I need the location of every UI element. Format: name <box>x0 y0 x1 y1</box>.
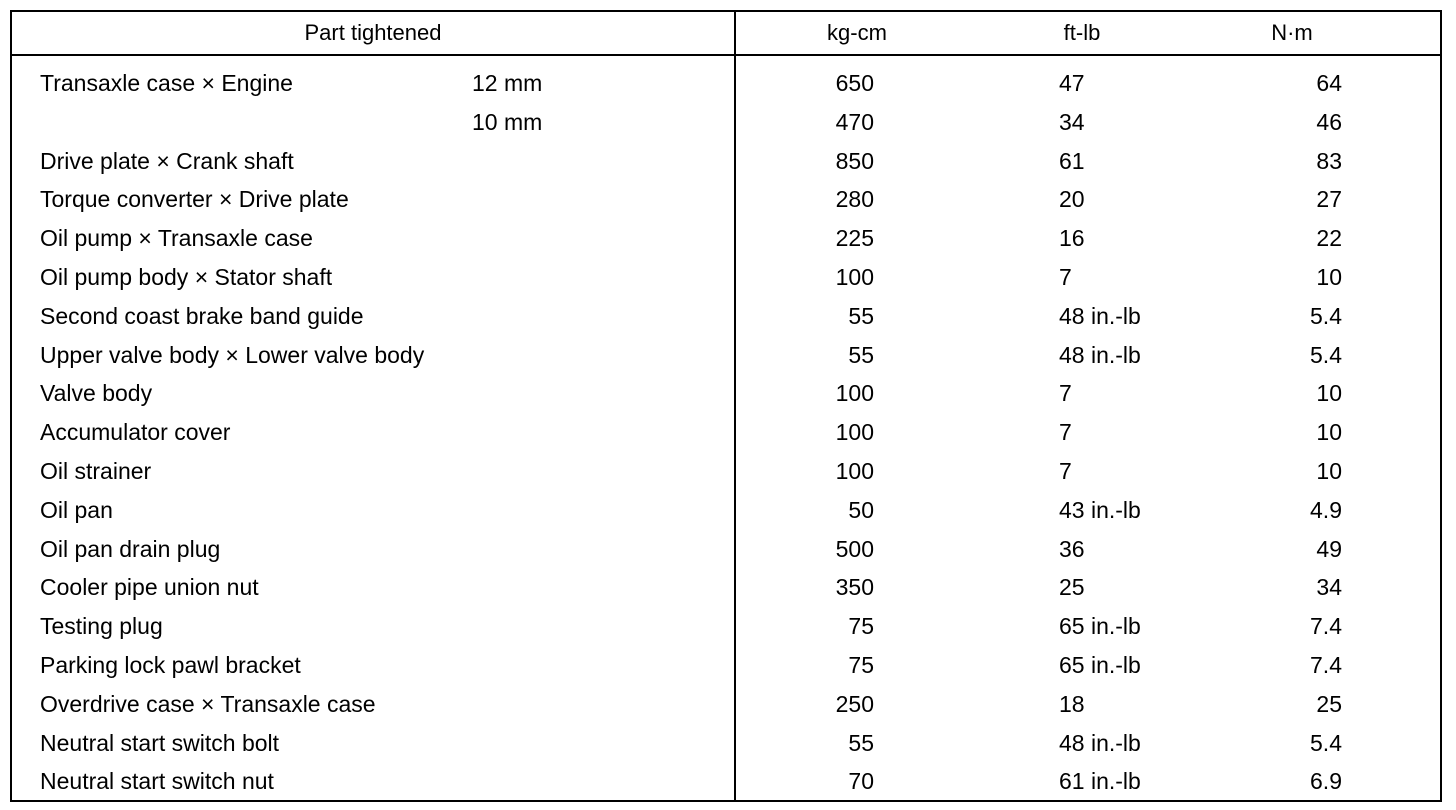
kg-cm-value: 500 <box>835 535 874 562</box>
table-row <box>12 413 1440 452</box>
table-row <box>12 142 1440 181</box>
n-m-value: 46 <box>1316 108 1342 135</box>
n-m-value: 7.4 <box>1310 651 1342 678</box>
header-ft-lb: ft-lb <box>1063 20 1101 45</box>
part-name: Transaxle case × Engine <box>40 70 293 96</box>
header-n-m: N·m <box>1271 20 1313 45</box>
kg-cm-value: 75 <box>848 651 874 678</box>
n-m-value: 25 <box>1316 690 1342 717</box>
part-name: Cooler pipe union nut <box>40 574 259 601</box>
n-m-value: 64 <box>1316 70 1342 96</box>
n-m-value: 6.9 <box>1310 768 1342 795</box>
ft-lb-value: 18 <box>1059 690 1085 717</box>
table-row <box>12 219 1440 258</box>
part-name: Torque converter × Drive plate <box>40 186 349 213</box>
n-m-value: 83 <box>1316 147 1342 174</box>
table-row <box>12 491 1440 530</box>
n-m-value: 27 <box>1316 186 1342 213</box>
part-name: Testing plug <box>40 613 163 640</box>
n-m-value: 49 <box>1316 535 1342 562</box>
bolt-size: 12 mm <box>472 70 543 96</box>
part-name: Drive plate × Crank shaft <box>40 147 294 174</box>
header-kg-cm: kg-cm <box>827 20 887 45</box>
n-m-value: 10 <box>1316 419 1342 446</box>
kg-cm-value: 100 <box>835 457 874 484</box>
kg-cm-value: 850 <box>835 147 874 174</box>
n-m-value: 10 <box>1316 457 1342 484</box>
kg-cm-value: 70 <box>848 768 874 795</box>
ft-lb-value: 61 in.-lb <box>1059 768 1141 795</box>
ft-lb-value: 65 in.-lb <box>1059 651 1141 678</box>
ft-lb-value: 61 <box>1059 147 1085 174</box>
kg-cm-value: 55 <box>848 302 874 329</box>
part-name: Oil pan drain plug <box>40 535 221 562</box>
part-name: Upper valve body × Lower valve body <box>40 341 425 368</box>
kg-cm-value: 50 <box>848 496 874 523</box>
part-name: Overdrive case × Transaxle case <box>40 690 376 717</box>
table-row <box>12 685 1440 724</box>
kg-cm-value: 225 <box>835 225 874 252</box>
part-name: Neutral start switch bolt <box>40 729 280 756</box>
ft-lb-value: 48 in.-lb <box>1059 341 1141 368</box>
kg-cm-value: 100 <box>835 263 874 290</box>
ft-lb-value: 43 in.-lb <box>1059 496 1141 523</box>
part-name: Accumulator cover <box>40 419 231 446</box>
kg-cm-value: 470 <box>835 108 874 135</box>
table-row <box>12 607 1440 646</box>
part-name: Neutral start switch nut <box>40 768 274 795</box>
ft-lb-value: 48 in.-lb <box>1059 729 1141 756</box>
ft-lb-value: 65 in.-lb <box>1059 613 1141 640</box>
table-row <box>12 336 1440 375</box>
table-row <box>12 297 1440 336</box>
kg-cm-value: 650 <box>835 70 874 96</box>
kg-cm-value: 55 <box>848 341 874 368</box>
header-part-tightened: Part tightened <box>304 20 442 45</box>
part-name: Parking lock pawl bracket <box>40 651 301 678</box>
table-body <box>12 64 1440 801</box>
kg-cm-value: 100 <box>835 419 874 446</box>
ft-lb-value: 47 <box>1059 70 1085 96</box>
ft-lb-value: 20 <box>1059 186 1085 213</box>
kg-cm-value: 350 <box>835 574 874 601</box>
table-row <box>12 452 1440 491</box>
n-m-value: 5.4 <box>1310 341 1342 368</box>
kg-cm-value: 250 <box>835 690 874 717</box>
part-name: Second coast brake band guide <box>40 302 364 329</box>
table-row <box>12 374 1440 413</box>
n-m-value: 5.4 <box>1310 729 1342 756</box>
ft-lb-value: 25 <box>1059 574 1085 601</box>
ft-lb-value: 34 <box>1059 108 1085 135</box>
table-row <box>12 568 1440 607</box>
table-row <box>12 180 1440 219</box>
ft-lb-value: 7 <box>1059 457 1072 484</box>
table-row <box>12 530 1440 569</box>
part-name: Oil pump × Transaxle case <box>40 225 313 252</box>
part-name: Valve body <box>40 380 153 407</box>
ft-lb-value: 7 <box>1059 419 1072 446</box>
kg-cm-value: 280 <box>835 186 874 213</box>
ft-lb-value: 16 <box>1059 225 1085 252</box>
kg-cm-value: 100 <box>835 380 874 407</box>
n-m-value: 22 <box>1316 225 1342 252</box>
ft-lb-value: 7 <box>1059 263 1072 290</box>
table-row <box>12 762 1440 801</box>
part-name: Oil pan <box>40 496 113 523</box>
ft-lb-value: 36 <box>1059 535 1085 562</box>
n-m-value: 5.4 <box>1310 302 1342 329</box>
table-row <box>12 724 1440 763</box>
part-name: Oil strainer <box>40 457 152 484</box>
n-m-value: 7.4 <box>1310 613 1342 640</box>
n-m-value: 4.9 <box>1310 496 1342 523</box>
ft-lb-value: 48 in.-lb <box>1059 302 1141 329</box>
header-divider <box>12 54 1440 56</box>
n-m-value: 10 <box>1316 263 1342 290</box>
n-m-value: 10 <box>1316 380 1342 407</box>
kg-cm-value: 75 <box>848 613 874 640</box>
kg-cm-value: 55 <box>848 729 874 756</box>
table-row <box>12 103 1440 142</box>
n-m-value: 34 <box>1316 574 1342 601</box>
table-row <box>12 646 1440 685</box>
ft-lb-value: 7 <box>1059 380 1072 407</box>
table-row <box>12 64 1440 103</box>
torque-spec-table <box>10 10 1442 802</box>
table-row <box>12 258 1440 297</box>
bolt-size: 10 mm <box>472 108 543 135</box>
part-name: Oil pump body × Stator shaft <box>40 263 333 290</box>
